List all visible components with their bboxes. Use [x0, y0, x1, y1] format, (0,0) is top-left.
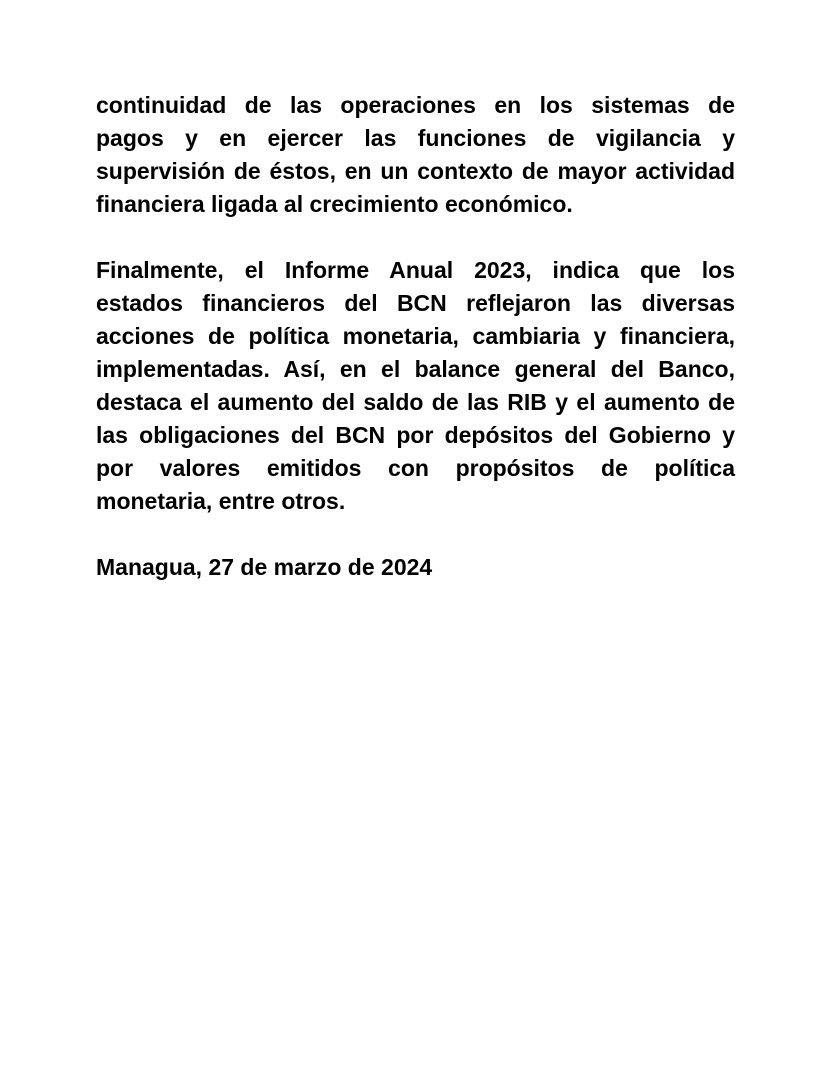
text-line: continuidad de las operaciones en los sistemas de — [96, 92, 735, 118]
text-line: destaca el aumento del saldo de las RIB y el aumento de — [96, 389, 735, 415]
text-line: acciones de política monetaria, cambiaria y financiera, — [96, 323, 735, 349]
text-line: por valores emitidos con propósitos de política — [96, 455, 735, 481]
text-line: Finalmente, el Informe Anual 2023, indica que los — [96, 257, 735, 283]
date-line: Managua, 27 de marzo de 2024 — [96, 554, 433, 580]
text-line: las obligaciones del BCN por depósitos del Gobierno y — [96, 422, 735, 448]
text-line: pagos y en ejercer las funciones de vigilancia y — [96, 125, 735, 151]
paragraph-payment-systems — [96, 89, 735, 221]
text-line: monetaria, entre otros. — [96, 488, 346, 514]
text-line: implementadas. Así, en el balance general del Banco, — [96, 356, 735, 382]
text-line: supervisión de éstos, en un contexto de mayor actividad — [96, 158, 735, 184]
text-line: financiera ligada al crecimiento económico. — [96, 191, 573, 217]
text-line: estados financieros del BCN reflejaron las diversas — [96, 290, 735, 316]
paragraph-informe-anual — [96, 254, 735, 518]
